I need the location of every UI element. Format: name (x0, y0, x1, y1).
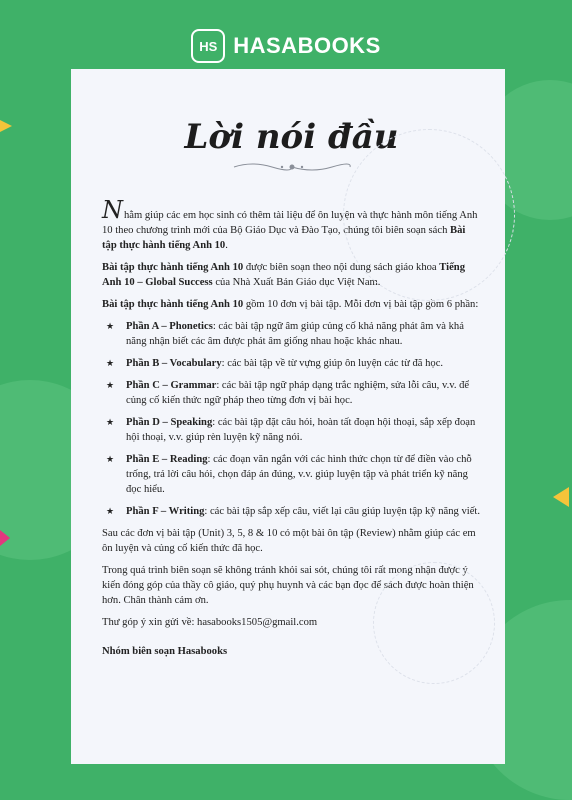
star-bullet-icon: ★ (106, 358, 115, 368)
intro-text: hằm giúp các em học sinh có thêm tài liệu để ôn luyện và thực hành môn tiếng Anh 10 theo chương trình mới của Bộ Giáo Dục và Đào Tạo, chúng tôi biên soạn sách (102, 210, 478, 236)
book-title: Bài tập thực hành tiếng Anh 10 (102, 225, 466, 251)
preface-page (71, 69, 505, 764)
intro-end: . (225, 240, 228, 251)
review-paragraph: Sau các đơn vị bài tập (Unit) 3, 5, 8 & 10 có một bài ôn tập (Review) nhằm giúp các em ôn luyện và củng cố kiến thức đã học. (102, 528, 476, 554)
contact-line: Thư góp ý xin gửi về: hasabooks1505@gmail.com (102, 617, 318, 628)
part-desc: : các bài tập ngữ pháp dạng trắc nghiệm, sửa lỗi câu, v.v. để củng cố kiến thức ngữ pháp theo từng đơn vị bài học. (126, 380, 470, 406)
book-title: Bài tập thực hành tiếng Anh 10 (102, 262, 244, 273)
part-name: Phần E – Reading (126, 454, 208, 465)
signature: Nhóm biên soạn Hasabooks (102, 646, 228, 657)
pink-arrow-decoration (0, 530, 10, 546)
parts-list (102, 319, 481, 519)
star-bullet-icon: ★ (106, 506, 115, 516)
floral-pattern-decoration (343, 129, 515, 301)
floral-pattern-decoration (373, 562, 495, 684)
list-item (102, 452, 481, 497)
brand-header (0, 26, 572, 66)
star-bullet-icon: ★ (106, 321, 115, 331)
part-name: Phần B – Vocabulary (126, 358, 222, 369)
part-name: Phần F – Writing (126, 506, 205, 517)
part-desc: : các bài tập sắp xếp câu, viết lại câu giúp luyện tập kỹ năng viết. (204, 506, 481, 517)
part-name: Phần C – Grammar (126, 380, 217, 391)
drop-cap: N (102, 196, 123, 224)
yellow-triangle-decoration (553, 487, 569, 507)
part-desc: : các bài tập đặt câu hỏi, hoàn tất đoạn hội thoại, sắp xếp đoạn hội thoại, v.v. giúp rèn luyện kỹ năng nói. (126, 417, 476, 443)
brand-name: HASABOOKS (233, 33, 381, 58)
para3-text: gồm 10 đơn vị bài tập. Mỗi đơn vị bài tập gồm 6 phần: (243, 299, 479, 310)
part-name: Phần D – Speaking (126, 417, 213, 428)
title-ornament-icon (232, 161, 352, 173)
page-title: Lời nói đầu (184, 117, 399, 157)
list-item (102, 356, 481, 371)
part-name: Phần A – Phonetics (126, 321, 213, 332)
yellow-arrow-decoration (0, 120, 12, 132)
part-desc: : các bài tập về từ vựng giúp ôn luyện các từ đã học. (221, 358, 444, 369)
star-bullet-icon: ★ (106, 417, 115, 427)
part-desc: : các đoạn văn ngắn với các hình thức chọn từ để điền vào chỗ trống, trả lời câu hỏi, chọn đáp án đúng, v.v. giúp luyện tập và phát triển kỹ năng đọc hiểu. (126, 454, 472, 495)
hasabooks-logo-icon (191, 29, 225, 63)
para2-end: của Nhà Xuất Bản Giáo dục Việt Nam. (212, 277, 381, 288)
textbook-title: Tiếng Anh 10 – Global Success (102, 262, 465, 288)
logo-mark: HS (199, 38, 218, 54)
list-item (102, 319, 481, 349)
list-item (102, 415, 481, 445)
star-bullet-icon: ★ (106, 454, 115, 464)
list-item (102, 504, 481, 519)
star-bullet-icon: ★ (106, 380, 115, 390)
thanks-paragraph: Trong quá trình biên soạn sẽ không tránh khỏi sai sót, chúng tôi rất mong nhận được ý kiến đóng góp của thầy cô giáo, quý phụ huynh và các bạn đọc để sách được hoàn thiện hơn. Chân thành cảm ơn. (102, 565, 474, 606)
para2-text: được biên soạn theo nội dung sách giáo khoa (243, 262, 440, 273)
book-title: Bài tập thực hành tiếng Anh 10 (102, 299, 244, 310)
list-item (102, 378, 481, 408)
part-desc: : các bài tập ngữ âm giúp củng cố khả năng phát âm và khả năng nhận biết các âm được phát âm giống nhau hoặc khác nhau. (126, 321, 464, 347)
